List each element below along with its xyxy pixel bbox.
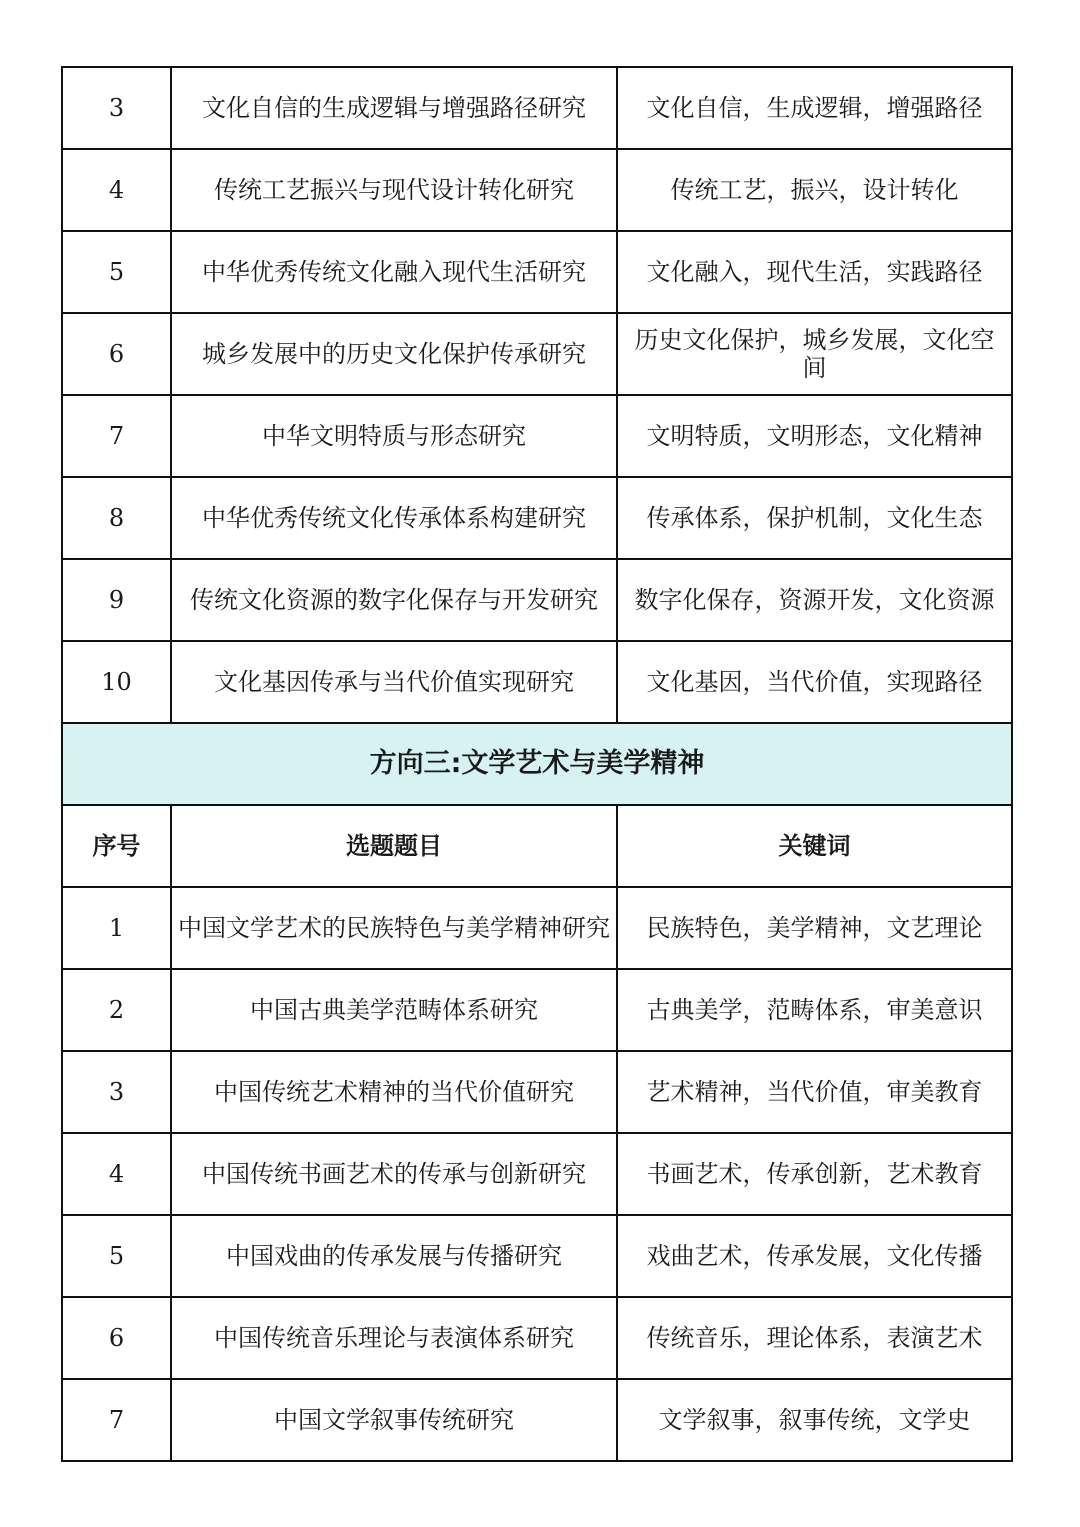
- topic-title: 城乡发展中的历史文化保护传承研究: [171, 313, 617, 395]
- row-number: 2: [62, 969, 171, 1051]
- topic-keywords: 文学叙事，叙事传统，文学史: [617, 1379, 1012, 1461]
- topic-keywords: 历史文化保护，城乡发展，文化空间: [617, 313, 1012, 395]
- header-number: 序号: [62, 805, 171, 887]
- table-row: [62, 969, 1012, 1051]
- row-number: 8: [62, 477, 171, 559]
- topic-title: 中国文学艺术的民族特色与美学精神研究: [171, 887, 617, 969]
- table-row: [62, 1051, 1012, 1133]
- table-row: [62, 559, 1012, 641]
- topic-keywords: 文明特质，文明形态，文化精神: [617, 395, 1012, 477]
- section-title: 方向三:文学艺术与美学精神: [62, 723, 1012, 805]
- table-row: [62, 887, 1012, 969]
- topic-keywords: 数字化保存，资源开发，文化资源: [617, 559, 1012, 641]
- row-number: 1: [62, 887, 171, 969]
- topic-title: 中华优秀传统文化融入现代生活研究: [171, 231, 617, 313]
- topic-title: 传统工艺振兴与现代设计转化研究: [171, 149, 617, 231]
- table-row: [62, 67, 1012, 149]
- header-keywords: 关键词: [617, 805, 1012, 887]
- topic-keywords: 民族特色，美学精神，文艺理论: [617, 887, 1012, 969]
- table-row: [62, 313, 1012, 395]
- topic-keywords: 传统音乐，理论体系，表演艺术: [617, 1297, 1012, 1379]
- table-row: [62, 477, 1012, 559]
- topic-keywords: 书画艺术，传承创新，艺术教育: [617, 1133, 1012, 1215]
- table-row: [62, 1133, 1012, 1215]
- table-row: [62, 641, 1012, 723]
- row-number: 6: [62, 313, 171, 395]
- table-row: [62, 1215, 1012, 1297]
- row-number: 5: [62, 1215, 171, 1297]
- table-header-row: [62, 805, 1012, 887]
- topic-keywords: 古典美学，范畴体系，审美意识: [617, 969, 1012, 1051]
- row-number: 9: [62, 559, 171, 641]
- section-heading-row: [62, 723, 1012, 805]
- topic-keywords: 文化融入，现代生活，实践路径: [617, 231, 1012, 313]
- topic-keywords: 文化自信，生成逻辑，增强路径: [617, 67, 1012, 149]
- row-number: 5: [62, 231, 171, 313]
- row-number: 3: [62, 67, 171, 149]
- header-title: 选题题目: [171, 805, 617, 887]
- topic-title: 中华优秀传统文化传承体系构建研究: [171, 477, 617, 559]
- table-row: [62, 149, 1012, 231]
- row-number: 7: [62, 395, 171, 477]
- topic-keywords: 传统工艺，振兴，设计转化: [617, 149, 1012, 231]
- topic-keywords: 文化基因，当代价值，实现路径: [617, 641, 1012, 723]
- row-number: 4: [62, 149, 171, 231]
- row-number: 4: [62, 1133, 171, 1215]
- topic-title: 中国文学叙事传统研究: [171, 1379, 617, 1461]
- row-number: 7: [62, 1379, 171, 1461]
- topic-title: 文化自信的生成逻辑与增强路径研究: [171, 67, 617, 149]
- table-row: [62, 1379, 1012, 1461]
- topic-title: 中国戏曲的传承发展与传播研究: [171, 1215, 617, 1297]
- topic-title: 中国传统音乐理论与表演体系研究: [171, 1297, 617, 1379]
- table-row: [62, 1297, 1012, 1379]
- row-number: 6: [62, 1297, 171, 1379]
- topics-table: [61, 66, 1013, 1462]
- topic-keywords: 戏曲艺术，传承发展，文化传播: [617, 1215, 1012, 1297]
- row-number: 10: [62, 641, 171, 723]
- topic-title: 中国古典美学范畴体系研究: [171, 969, 617, 1051]
- row-number: 3: [62, 1051, 171, 1133]
- topic-title: 中国传统艺术精神的当代价值研究: [171, 1051, 617, 1133]
- topic-title: 传统文化资源的数字化保存与开发研究: [171, 559, 617, 641]
- topic-keywords: 艺术精神，当代价值，审美教育: [617, 1051, 1012, 1133]
- topic-title: 中国传统书画艺术的传承与创新研究: [171, 1133, 617, 1215]
- topic-title: 文化基因传承与当代价值实现研究: [171, 641, 617, 723]
- table-row: [62, 395, 1012, 477]
- topic-title: 中华文明特质与形态研究: [171, 395, 617, 477]
- topic-keywords: 传承体系，保护机制，文化生态: [617, 477, 1012, 559]
- table-row: [62, 231, 1012, 313]
